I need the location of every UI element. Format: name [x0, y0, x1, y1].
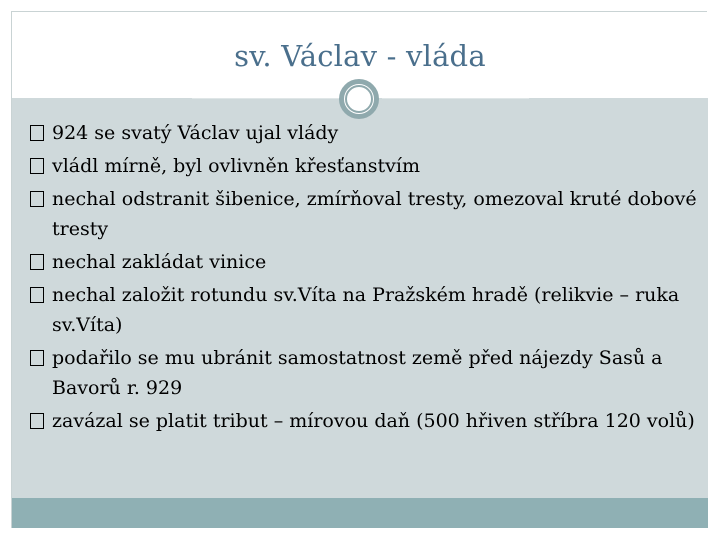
bullet-text: vládl mírně, byl ovlivněn křesťanstvím — [52, 155, 420, 177]
title-divider-right — [382, 98, 529, 99]
missing-glyph-box-icon — [30, 413, 44, 429]
bullet-list — [30, 118, 700, 439]
title-divider-left — [192, 98, 339, 99]
bullet-item — [30, 184, 700, 244]
missing-glyph-box-icon — [30, 350, 44, 366]
bullet-text: nechal založit rotundu sv.Víta na Pražském hradě (relikvie – ruka sv.Víta) — [52, 284, 680, 336]
bullet-text: nechal odstranit šibenice, zmírňoval tresty, omezoval kruté dobové tresty — [52, 188, 697, 240]
bullet-text: zavázal se platit tribut – mírovou daň (500 hřiven stříbra 120 volů) — [52, 410, 695, 432]
missing-glyph-box-icon — [30, 254, 44, 270]
missing-glyph-box-icon — [30, 158, 44, 174]
footer-bar — [12, 498, 708, 528]
bullet-text: 924 se svatý Václav ujal vlády — [52, 122, 339, 144]
missing-glyph-box-icon — [30, 125, 44, 141]
circle-ornament-inner-ring — [345, 85, 373, 113]
bullet-text: nechal zakládat vinice — [52, 251, 267, 273]
bullet-item — [30, 280, 700, 340]
missing-glyph-box-icon — [30, 191, 44, 207]
bullet-item — [30, 118, 700, 148]
bullet-item — [30, 406, 700, 436]
bullet-item — [30, 343, 700, 403]
missing-glyph-box-icon — [30, 287, 44, 303]
bullet-item — [30, 151, 700, 181]
bullet-text: podařilo se mu ubránit samostatnost země před nájezdy Sasů a Bavorů r. 929 — [52, 347, 663, 399]
slide-title: sv. Václav - vláda — [234, 39, 486, 73]
bullet-item — [30, 247, 700, 277]
